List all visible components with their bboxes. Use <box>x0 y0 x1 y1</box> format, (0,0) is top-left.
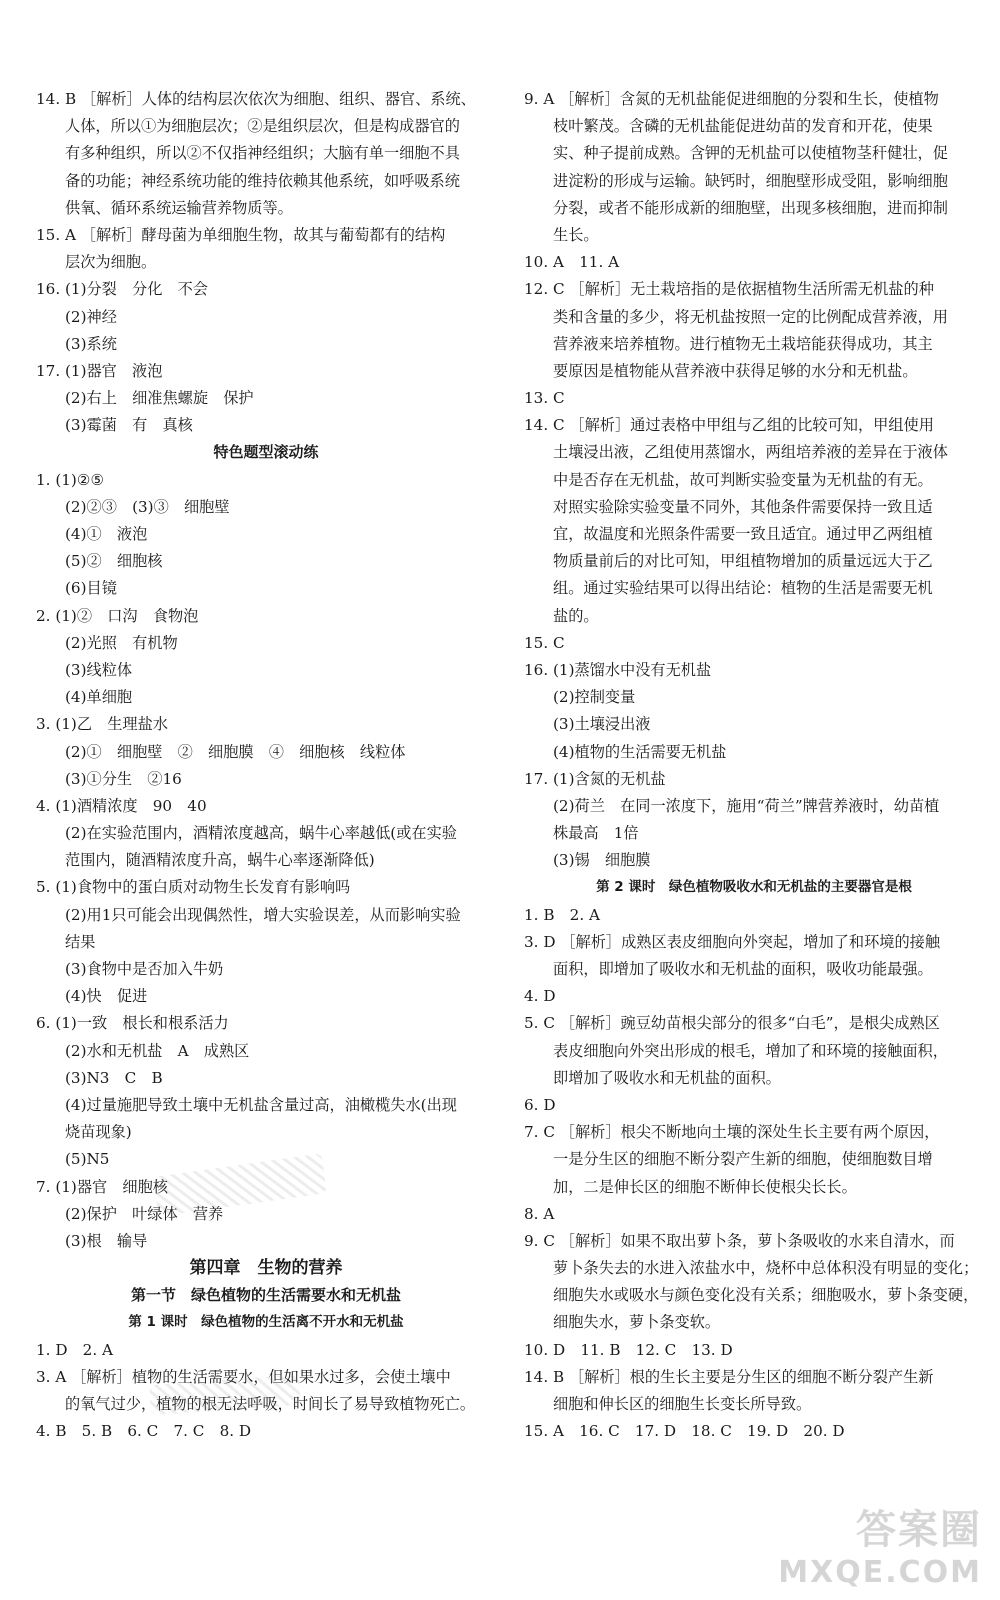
answer-line: 7. (1)器官 细胞核 <box>36 1177 168 1196</box>
answer-continuation: 的氧气过少，植物的根无法呼吸，时间长了易导致植物死亡。 <box>65 1395 476 1413</box>
answer-continuation: (2)神经 <box>65 307 117 326</box>
answer-continuation: (2)在实验范围内，酒精浓度越高，蜗牛心率越低(或在实验 <box>65 824 457 843</box>
answer-line: 10. D 11. B 12. C 13. D <box>524 1340 733 1359</box>
answer-continuation: (2)②③ (3)③ 细胞壁 <box>65 497 230 516</box>
answer-continuation: 加，二是伸长区的细胞不断伸长使根尖长长。 <box>553 1177 857 1196</box>
answer-continuation: 范围内，随酒精浓度升高，蜗牛心率逐渐降低) <box>65 851 375 870</box>
answer-line: 6. (1)一致 根长和根系活力 <box>36 1014 229 1033</box>
right-column <box>524 86 984 1445</box>
answer-continuation: (3)线粒体 <box>65 660 133 679</box>
section-heading: 第一节 绿色植物的生活需要水和无机盐 <box>130 1286 401 1305</box>
answer-continuation: (4)快 促进 <box>65 987 148 1006</box>
answer-continuation: 有多种组织，所以②不仅指神经组织；大脑有单一细胞不具 <box>65 144 460 163</box>
answer-continuation: (4)过量施肥导致土壤中无机盐含量过高，油橄榄失水(出现 <box>65 1095 457 1114</box>
answer-continuation: 面积，即增加了吸收水和无机盐的面积，吸收功能最强。 <box>553 960 933 978</box>
answer-continuation: 枝叶繁茂。含磷的无机盐能促进幼苗的发育和开花，使果 <box>553 117 933 136</box>
answer-line: 2. (1)② 口沟 食物泡 <box>36 606 199 625</box>
answer-continuation: (3)N3 C B <box>65 1068 163 1087</box>
answer-continuation: 即增加了吸收水和无机盐的面积。 <box>553 1068 781 1087</box>
answer-continuation: (4)植物的生活需要无机盐 <box>553 742 727 761</box>
answer-line: 3. A ［解析］植物的生活需要水，但如果水过多，会使土壤中 <box>36 1367 451 1386</box>
answer-continuation: 细胞失水，萝卜条变软。 <box>553 1313 721 1332</box>
answer-line: 1. (1)②⑤ <box>36 470 105 489</box>
answer-continuation: (2)控制变量 <box>553 688 636 707</box>
answer-continuation: (3)食物中是否加入牛奶 <box>65 960 224 978</box>
left-column <box>36 86 496 1445</box>
answer-continuation: (3)土壤浸出液 <box>553 715 651 734</box>
answer-continuation: (2)光照 有机物 <box>65 633 178 652</box>
answer-line: 1. D 2. A <box>36 1340 113 1359</box>
answer-continuation: (3)根 输导 <box>65 1231 148 1250</box>
answer-continuation: 烧苗现象) <box>65 1123 132 1142</box>
section-heading: 第 1 课时 绿色植物的生活离不开水和无机盐 <box>128 1314 404 1331</box>
answer-line: 8. A <box>524 1204 555 1223</box>
answer-line: 16. (1)蒸馏水中没有无机盐 <box>524 660 712 679</box>
answer-continuation: (5)N5 <box>65 1150 110 1169</box>
answer-continuation: 中是否存在无机盐，故可判断实验变量为无机盐的有无。 <box>553 470 933 489</box>
answer-line: 7. C ［解析］根尖不断地向土壤的深处生长主要有两个原因， <box>524 1123 940 1142</box>
answer-line: 17. (1)含氮的无机盐 <box>524 769 666 788</box>
answer-continuation: (2)右上 细准焦螺旋 保护 <box>65 389 254 408</box>
answer-line: 6. D <box>524 1095 556 1114</box>
answer-continuation: 供氧、循环系统运输营养物质等。 <box>65 198 293 217</box>
section-heading: 第四章 生物的营养 <box>189 1258 343 1279</box>
answer-line: 9. A ［解析］含氮的无机盐能促进细胞的分裂和生长，使植物 <box>524 90 939 108</box>
answer-continuation: 营养液来培养植物。进行植物无土栽培能获得成功，其主 <box>553 334 933 353</box>
site-watermark <box>778 1498 982 1590</box>
answer-line: 14. B ［解析］根的生长主要是分生区的细胞不断分裂产生新 <box>524 1367 934 1386</box>
answer-continuation: (3)锡 细胞膜 <box>553 851 651 870</box>
answer-continuation: 结果 <box>65 932 96 951</box>
answer-continuation: 对照实验除实验变量不同外，其他条件需要保持一致且适 <box>553 497 933 516</box>
answer-continuation: (3)系统 <box>65 334 117 353</box>
answer-line: 9. C ［解析］如果不取出萝卜条，萝卜条吸收的水来自清水，而 <box>524 1231 955 1250</box>
section-heading: 特色题型滚动练 <box>213 443 319 462</box>
answer-continuation: (4)① 液泡 <box>65 525 148 543</box>
answer-line: 10. A 11. A <box>524 253 620 272</box>
answer-line: 17. (1)器官 液泡 <box>36 361 163 380</box>
answer-continuation: 土壤浸出液，乙组使用蒸馏水，两组培养液的差异在于液体 <box>553 443 948 462</box>
answer-line: 3. (1)乙 生理盐水 <box>36 715 168 734</box>
answer-continuation: 分裂，或者不能形成新的细胞壁，出现多核细胞，进而抑制 <box>553 198 948 217</box>
answer-continuation: 盐的。 <box>553 606 599 625</box>
answer-continuation: 层次为细胞。 <box>65 253 157 272</box>
answer-continuation: 一是分生区的细胞不断分裂产生新的细胞，使细胞数目增 <box>553 1150 933 1169</box>
answer-line: 15. C <box>524 633 565 652</box>
answer-line: 15. A 16. C 17. D 18. C 19. D 20. D <box>524 1422 845 1441</box>
answer-continuation: (5)② 细胞核 <box>65 552 163 571</box>
answer-line: 5. (1)食物中的蛋白质对动物生长发育有影响吗 <box>36 878 351 897</box>
answer-continuation: 株最高 1倍 <box>553 824 639 843</box>
answer-line: 15. A ［解析］酵母菌为单细胞生物，故其与葡萄都有的结构 <box>36 225 446 244</box>
answer-continuation: 细胞失水或吸水与颜色变化没有关系；细胞吸水，萝卜条变硬， <box>553 1286 979 1305</box>
answer-continuation: (2)荷兰 在同一浓度下，施用“荷兰”牌营养液时，幼苗植 <box>553 796 940 815</box>
answer-continuation: (4)单细胞 <box>65 688 133 707</box>
answer-line: 4. B 5. B 6. C 7. C 8. D <box>36 1422 252 1441</box>
answer-continuation: 实、种子提前成熟。含钾的无机盐可以使植物茎秆健壮，促 <box>553 144 948 163</box>
answer-line: 13. C <box>524 389 565 408</box>
answer-continuation: (3)①分生 ②16 <box>65 769 182 788</box>
answer-line: 12. C ［解析］无土栽培指的是依据植物生活所需无机盐的种 <box>524 280 934 299</box>
answer-continuation: 萝卜条失去的水进入浓盐水中，烧杯中总体积没有明显的变化； <box>553 1259 979 1278</box>
watermark-logo-text: 答案圈 <box>856 1507 982 1553</box>
answer-line: 5. C ［解析］豌豆幼苗根尖部分的很多“白毛”，是根尖成熟区 <box>524 1014 940 1033</box>
answer-line: 14. C ［解析］通过表格中甲组与乙组的比较可知，甲组使用 <box>524 416 934 435</box>
section-heading: 第 2 课时 绿色植物吸收水和无机盐的主要器官是根 <box>596 879 912 896</box>
answer-continuation: (2)水和无机盐 A 成熟区 <box>65 1041 250 1060</box>
answer-line: 14. B ［解析］人体的结构层次依次为细胞、组织、器官、系统、 <box>36 90 476 108</box>
answer-continuation: 要原因是植物能从营养液中获得足够的水分和无机盐。 <box>553 361 918 380</box>
answer-continuation: 物质量前后的对比可知，甲组植物增加的质量远远大于乙 <box>553 552 933 571</box>
answer-continuation: 宜，故温度和光照条件需要一致且适宜。通过甲乙两组植 <box>553 525 933 543</box>
watermark-url: MXQE.COM <box>778 1555 982 1590</box>
answer-continuation: 进淀粉的形成与运输。缺钙时，细胞壁形成受阻，影响细胞 <box>553 171 948 190</box>
answer-continuation: 组。通过实验结果可以得出结论：植物的生活是需要无机 <box>553 579 933 598</box>
answer-continuation: 表皮细胞向外突出形成的根毛，增加了和环境的接触面积， <box>553 1041 948 1060</box>
answer-continuation: 备的功能；神经系统功能的维持依赖其他系统，如呼吸系统 <box>65 171 460 190</box>
answer-continuation: (2)① 细胞壁 ② 细胞膜 ④ 细胞核 线粒体 <box>65 742 406 761</box>
answer-line: 4. (1)酒精浓度 90 40 <box>36 796 207 815</box>
answer-line: 16. (1)分裂 分化 不会 <box>36 280 208 299</box>
answer-continuation: (2)保护 叶绿体 营养 <box>65 1204 224 1223</box>
answer-line: 4. D <box>524 987 556 1006</box>
answer-continuation: (2)用1只可能会出现偶然性，增大实验误差，从而影响实验 <box>65 905 461 924</box>
answer-continuation: 细胞和伸长区的细胞生长变长所导致。 <box>553 1395 812 1413</box>
answer-continuation: 类和含量的多少，将无机盐按照一定的比例配成营养液，用 <box>553 307 948 326</box>
answer-line: 1. B 2. A <box>524 905 600 924</box>
answer-continuation: 人体，所以①为细胞层次；②是组织层次，但是构成器官的 <box>65 117 460 136</box>
answer-continuation: (6)目镜 <box>65 579 117 598</box>
answer-continuation: (3)霉菌 有 真核 <box>65 416 193 435</box>
answer-continuation: 生长。 <box>553 225 599 244</box>
answer-line: 3. D ［解析］成熟区表皮细胞向外突起，增加了和环境的接触 <box>524 932 941 951</box>
